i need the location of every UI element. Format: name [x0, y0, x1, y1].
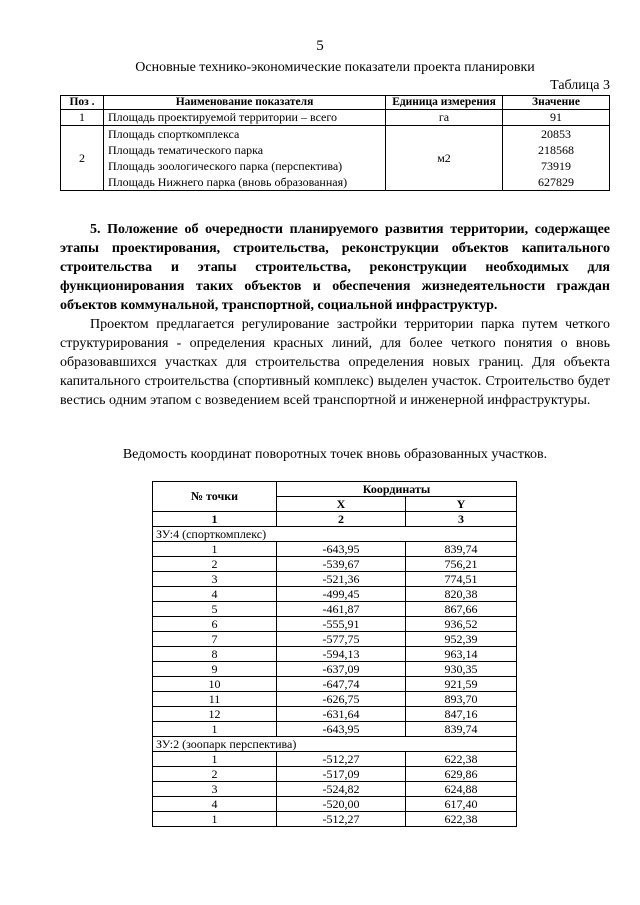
- point-number: 2: [153, 557, 277, 572]
- point-number: 8: [153, 647, 277, 662]
- coord-y: 921,59: [406, 677, 517, 692]
- point-number: 1: [153, 812, 277, 827]
- row-name: Площадь Нижнего парка (вновь образованная): [108, 175, 348, 189]
- row-values: [503, 126, 610, 191]
- header-y: Y: [406, 497, 517, 512]
- header-x: X: [277, 497, 406, 512]
- header-coordinates: Координаты: [277, 482, 517, 497]
- coord-x: -524,82: [277, 782, 406, 797]
- table-row: [153, 647, 517, 662]
- coordinates-table: [152, 481, 517, 827]
- coord-y: 839,74: [406, 542, 517, 557]
- table-title: Основные технико-экономические показатели проекта планировки: [135, 60, 535, 75]
- header-pos: Поз .: [61, 96, 104, 110]
- point-number: 7: [153, 632, 277, 647]
- group-label: ЗУ:4 (спорткомплекс): [153, 527, 517, 542]
- coord-x: -594,13: [277, 647, 406, 662]
- table-row: [61, 126, 610, 191]
- coord-y: 774,51: [406, 572, 517, 587]
- coord-y: 963,14: [406, 647, 517, 662]
- point-number: 2: [153, 767, 277, 782]
- table-row: [61, 110, 610, 126]
- coord-x: -643,95: [277, 542, 406, 557]
- row-value: 91: [503, 110, 610, 126]
- coord-x: -512,27: [277, 752, 406, 767]
- coord-y: 756,21: [406, 557, 517, 572]
- coord-y: 622,38: [406, 812, 517, 827]
- table-row: [153, 662, 517, 677]
- point-number: 1: [153, 722, 277, 737]
- group2-rows: [153, 752, 517, 827]
- header-value: Значение: [503, 96, 610, 110]
- row-unit: м2: [386, 126, 503, 191]
- section-5: [60, 220, 610, 410]
- coord-x: -643,95: [277, 722, 406, 737]
- coord-x: -626,75: [277, 692, 406, 707]
- coord-y: 617,40: [406, 797, 517, 812]
- table-row: [153, 797, 517, 812]
- row-name: Площадь спорткомплекса: [108, 127, 240, 141]
- coord-y: 867,66: [406, 602, 517, 617]
- table-row: [153, 572, 517, 587]
- point-number: 1: [153, 542, 277, 557]
- row-name: Площадь тематического парка: [108, 143, 264, 157]
- coord-x: -647,74: [277, 677, 406, 692]
- table-row: [153, 722, 517, 737]
- table-row: [153, 782, 517, 797]
- table-row: [153, 677, 517, 692]
- coord-y: 893,70: [406, 692, 517, 707]
- table-header-row: [61, 96, 610, 110]
- point-number: 5: [153, 602, 277, 617]
- point-number: 11: [153, 692, 277, 707]
- row-name: Площадь зоологического парка (перспектива): [108, 159, 343, 173]
- header-unit: Единица измерения: [386, 96, 503, 110]
- table-number-row: [153, 512, 517, 527]
- group-row: [153, 527, 517, 542]
- coord-x: -539,67: [277, 557, 406, 572]
- point-number: 4: [153, 587, 277, 602]
- coord-x: -520,00: [277, 797, 406, 812]
- coordinates-title: Ведомость координат поворотных точек вновь образованных участков.: [122, 447, 548, 462]
- point-number: 10: [153, 677, 277, 692]
- point-number: 3: [153, 782, 277, 797]
- coord-x: -521,36: [277, 572, 406, 587]
- coord-x: -512,27: [277, 812, 406, 827]
- col-number: 1: [153, 512, 277, 527]
- indicators-table: [60, 95, 610, 191]
- row-value: 73919: [541, 159, 571, 173]
- table-label: Таблица 3: [550, 78, 610, 93]
- table-row: [153, 752, 517, 767]
- point-number: 3: [153, 572, 277, 587]
- table-row: [153, 617, 517, 632]
- coord-y: 952,39: [406, 632, 517, 647]
- table-row: [153, 632, 517, 647]
- table-row: [153, 692, 517, 707]
- coord-x: -577,75: [277, 632, 406, 647]
- coord-y: 930,35: [406, 662, 517, 677]
- row-value: 218568: [538, 143, 574, 157]
- coord-y: 847,16: [406, 707, 517, 722]
- table-row: [153, 587, 517, 602]
- point-number: 4: [153, 797, 277, 812]
- row-unit: га: [386, 110, 503, 126]
- table-row: [153, 812, 517, 827]
- coord-y: 820,38: [406, 587, 517, 602]
- row-pos: 2: [61, 126, 104, 191]
- coord-y: 629,86: [406, 767, 517, 782]
- table-row: [153, 602, 517, 617]
- header-name: Наименование показателя: [104, 96, 386, 110]
- table-row: [153, 707, 517, 722]
- group-row: [153, 737, 517, 752]
- point-number: 6: [153, 617, 277, 632]
- coord-y: 839,74: [406, 722, 517, 737]
- coord-x: -555,91: [277, 617, 406, 632]
- col-number: 3: [406, 512, 517, 527]
- row-value: 20853: [541, 127, 571, 141]
- coord-x: -637,09: [277, 662, 406, 677]
- coord-x: -517,09: [277, 767, 406, 782]
- coord-y: 622,38: [406, 752, 517, 767]
- point-number: 9: [153, 662, 277, 677]
- section-paragraph: Проектом предлагается регулирование застройки территории парка путем четкого структурирования - определения красных линий, для более четкого понятия о вновь образовавшихся участках для строительства определения новых границ. Для объекта капитального строительства (спортивный комплекс) выделен участок. Строительство будет вестись одним этапом с возведением всей транспортной и инженерной инфраструктуры.: [60, 317, 610, 408]
- section-heading: 5. Положение об очередности планируемого развития территории, содержащее этапы проектирования, строительства, реконструкции объектов капитального строительства и этапы строительства, реконструкции необходимых для функционирования таких объектов и обеспечения жизнедеятельности граждан объектов коммунальной, транспортной, социальной инфраструктур.: [60, 222, 610, 313]
- row-names: [104, 126, 386, 191]
- point-number: 12: [153, 707, 277, 722]
- coord-x: -499,45: [277, 587, 406, 602]
- page-number: 5: [316, 38, 324, 54]
- row-value: 627829: [538, 175, 574, 189]
- row-pos: 1: [61, 110, 104, 126]
- table-row: [153, 542, 517, 557]
- table-row: [153, 557, 517, 572]
- coord-x: -461,87: [277, 602, 406, 617]
- group-label: ЗУ:2 (зоопарк перспектива): [153, 737, 517, 752]
- group1-rows: [153, 542, 517, 737]
- point-number: 1: [153, 752, 277, 767]
- header-point: № точки: [153, 482, 277, 512]
- col-number: 2: [277, 512, 406, 527]
- table-header-row: [153, 482, 517, 497]
- coord-y: 936,52: [406, 617, 517, 632]
- row-name: Площадь проектируемой территории – всего: [104, 110, 386, 126]
- table-row: [153, 767, 517, 782]
- coord-y: 624,88: [406, 782, 517, 797]
- coord-x: -631,64: [277, 707, 406, 722]
